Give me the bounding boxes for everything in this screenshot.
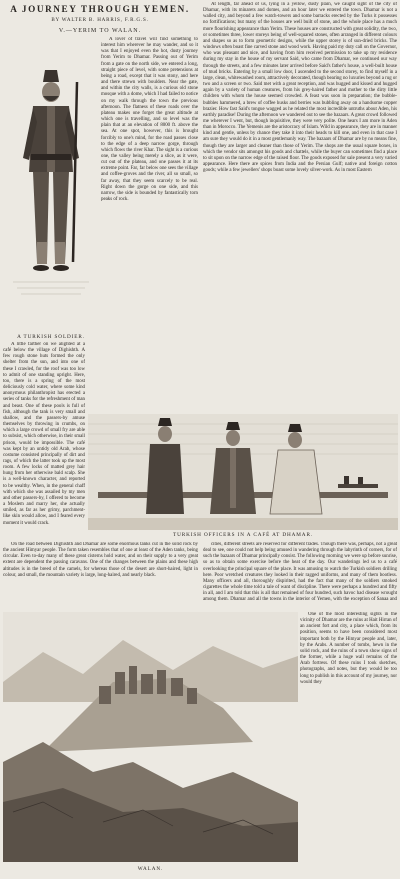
column-b-lower-text-narrow <box>300 612 397 874</box>
officers-caption: TURKISH OFFICERS IN A CAFÉ AT DHAMAR. <box>173 532 313 538</box>
column-a-top-text <box>101 37 198 332</box>
column-b-narrow-paragraph: One of the most interesting sights in the vicinity of Dhamar are the ruins at Hait Hirran of an ancient fort and city, a place which, from its position, seems to have been considered most important both by the Himyar people and, later, by the Arabs. A number of tombs, hewn in the solid rock, and the ruins of a town show signs of the former, while a huge wall remains of the Arab fortress. Of these ruins I took sketches, photographs, and notes, but they would be too long to publish in this account of my journey, nor would they <box>300 612 397 685</box>
article-byline: BY WALTER B. HARRIS, F.R.G.S. <box>51 17 149 23</box>
article-title: A JOURNEY THROUGH YEMEN. <box>10 4 190 14</box>
column-b-top-paragraph: At length, far ahead of us, lying in a yellow, dusty plain, we caught sight of the city of Dhamar, with its minarets and domes, and an hour later we entered the town. Dhamar is not a walled city, and beyond a few watch-towers and some barracks erected by the Turks it possesses no fortifications; but many of the houses are well built of stone, and the whole place has a much more flourishing appearance than Yerim. These houses are constructed with great solidity, the two, or sometimes three, lower storeys being of well-squared stones, often arranged in different colours and shapes so as to form geometric designs, while the upper storey is of sun-dried bricks. The windows often boast fine carved stone and wood work. Having paid my duty call on the Governor, who was pleasant and nice, and having from him received permission to take up my residence during my stay in the house of my servant Said, who came from Dhamar, we continued our way through the streets, and a few minutes later arrived before Said's father's house, a well-built house of mud bricks. Entering by a small low door, I ascended to the second storey, to find myself in a large, clean, whitewashed room, attractively decorated, though bearing no luxuries beyond a rug or two and a screen or two. Said met with a great reception, and was hugged and kissed and hugged again by a variety of human creatures, from his grey-haired father and mother to the dirty little children with whom the house seemed crowded. A feast was soon in preparation; the bubble-bubbles hammered, a brew of coffee husks and berries was bubbling away on a handsome copper brazier. How fast Said's tongue wagged as he related the most incredible untruths about Aden, his earthly paradise! During the afternoon we wandered out to see the bazaars. A great crowd followed me wherever I went, but, though inquisitive, they were very polite. One hears I am more in Aden than in Morocco. The Yemenis are the aristocracy of Islam. Wild in appearance, they are in manner kind and gentle, unless by chance they take it into their heads to kill one, and even in that case I am sure they would do it in a most gentlemanly way. The bazaars of Dhamar are by no means fine, though they are larger and cleaner than those of Yerim. The shops are the usual square boxes, in which the vendor sits amongst his goods and chattels, while the buyer can sometimes find a place to sit upon on the narrow edge of the raised floor. The goods exposed for sale present a very varied appearance. Here there are spices from India and the Persian Gulf; native and foreign cotton goods; while a few jewellers' shops boast some lovely silver-work. As in most Eastern <box>203 2 397 174</box>
section-heading: V.—YERIM TO WALAN. <box>58 28 142 34</box>
column-a-middle-text <box>3 342 85 532</box>
walan-landscape-illustration <box>3 612 298 862</box>
column-a-middle-paragraph: A little farther on we alighted at a café below the village of Dighishth. A few rough stone huts formed the only shelter from the sun, and into one of these I crawled, for the roof was too low to admit of one standing upright. Here, too, there is a spring of the most deliciously cold water, where some kind anonymous philanthropist has erected a series of tanks for the refreshment of man and beast. One of these pools is full of fish, although the tank is very small and shallow, and the passers-by amuse themselves by throwing in crumbs, on which a large crowd of small fry are able to subsist, which otherwise, in their small prison, would be impossible. The café was kept by an untidy old Arab, whose costume consisted principally of dirt and rags, of which the latter took up the most room. A few locks of matted grey hair hung from her otherwise bald scalp. She is a well-known character, and reported to be wealthy. When, in the general chaff with which she was assailed by my men and other passers-by, I offered to become a Moslem and marry her, she actually smiled, as far as her grimy, parchment-like skin would allow, and I feared every moment it would crack. <box>3 342 85 526</box>
officers-cafe-illustration <box>88 414 398 530</box>
column-b-lower-paragraph: cities, different streets are reserved for different trades. Though there was, perhaps, not a great deal to see, one could not help being amused in wandering through the labyrinth of corners, for of such the bazaars of Dhamar principally consist. The following morning we were up before sunrise, so as to obtain some exercise before the heat of the day. Our wanderings led us to a café overlooking the principal square of the place. It was amusing to watch the Turkish soldiers drilling here. Poor wretched creatures they looked in their ragged uniforms, and many of them bootless. Many officers and all, thoroughly dispirited, had the fact that many of the soldiers smoked cigarettes the whole time told a tale of want of discipline. There were perhaps a hundred and fifty in all, and I am told that this is all that remained of four hundred, such havoc had disease wrought among them. Dhamar and all the towns in the interior of Yemen, with the exception of Sanaa and <box>203 542 397 602</box>
column-a-lower-text <box>3 542 198 608</box>
column-b-top-text <box>203 2 397 412</box>
soldier-caption: A TURKISH SOLDIER. <box>17 334 85 340</box>
column-a-top-paragraph: A lover of travel will find something to interest him wherever he may wander, and so it was that I enjoyed even the hot, dusty journey from Yerim to Dhamar. Passing out of Yerim from a gate on the north side, we entered a long, straight piece of level, with some pretensions at being a road, except that it was stony, and here and there strewn with boulders. Near the gate, and within the city walls, is a curious old stone mosque with a dome, which I had failed to notice on my walk through the town the previous afternoon. The flatness of these roads over the plateau makes one forget the great altitude at which one is travelling, and so level was the plain that at an elevation of 8000 ft. above the sea. At one spot, however, this is brought forcibly to one's mind, for the road passes close to the edge of a deep narrow gorge, through which flows the river Khar. The sight is a curious one, the valley being merely a slice, as it were, cut out of the plateau, and one passes it at its extreme point. Far, far below one sees the village and coffee-groves and the river, all so small, so far away, that they seem scarcely to be real. Right down the gorge on one side, and this narrow, the side is bounded by fantastically torn peaks of rock. <box>101 37 198 203</box>
turkish-soldier-illustration <box>3 62 99 332</box>
column-a-lower-paragraph: On the road between Dighishth and Dhamar are some enormous tanks cut in the solid rock by the ancient Himyar people. The form taken resembles that of one at least of the Aden tanks, being circular. Even to-day many of these great cisterns hold water, and on their supply to a very great extent are dependent the passing caravans. One of the changes between the plains and these high altitudes is in the breed of the camels, for whereas those of the desert are short-haired, light in colour, and small, the mountain variety is large, long-haired, and nearly black. <box>3 542 198 578</box>
column-b-lower-text-top <box>203 542 397 602</box>
walan-caption: WALAN. <box>137 866 164 872</box>
